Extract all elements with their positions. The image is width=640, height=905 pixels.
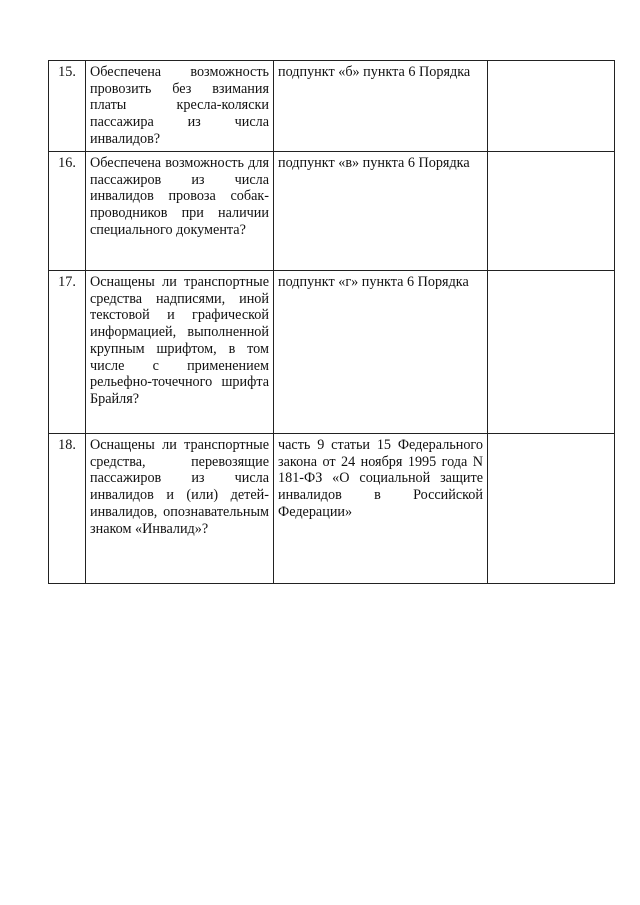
row-number: 17.	[49, 271, 86, 434]
row-number: 15.	[49, 61, 86, 152]
notes-cell	[488, 434, 615, 584]
checklist-table	[48, 60, 615, 584]
legal-reference: часть 9 статьи 15 Федерального закона от 24 ноября 1995 года N 181-ФЗ «О социальной защите инвалидов в Российской Федерации»	[274, 434, 488, 584]
row-number: 18.	[49, 434, 86, 584]
legal-reference: подпункт «б» пункта 6 Порядка	[274, 61, 488, 152]
legal-reference: подпункт «в» пункта 6 Порядка	[274, 152, 488, 271]
legal-reference: подпункт «г» пункта 6 Порядка	[274, 271, 488, 434]
table-row	[49, 434, 615, 584]
notes-cell	[488, 271, 615, 434]
table-row	[49, 152, 615, 271]
table-row	[49, 271, 615, 434]
requirement-question: Оснащены ли транспортные средства, перевозящие пассажиров из числа инвалидов и (или) детей-инвалидов, опознавательным знаком «Инвалид»?	[86, 434, 274, 584]
requirement-question: Обеспечена возможность для пассажиров из числа инвалидов провоза собак-проводников при наличии специального документа?	[86, 152, 274, 271]
notes-cell	[488, 152, 615, 271]
requirement-question: Оснащены ли транспортные средства надписями, иной текстовой и графической информацией, выполненной крупным шрифтом, в том числе с применением рельефно-точечного шрифта Брайля?	[86, 271, 274, 434]
requirement-question: Обеспечена возможность провозить без взимания платы кресла-коляски пассажира из числа инвалидов?	[86, 61, 274, 152]
row-number: 16.	[49, 152, 86, 271]
table-row	[49, 61, 615, 152]
notes-cell	[488, 61, 615, 152]
